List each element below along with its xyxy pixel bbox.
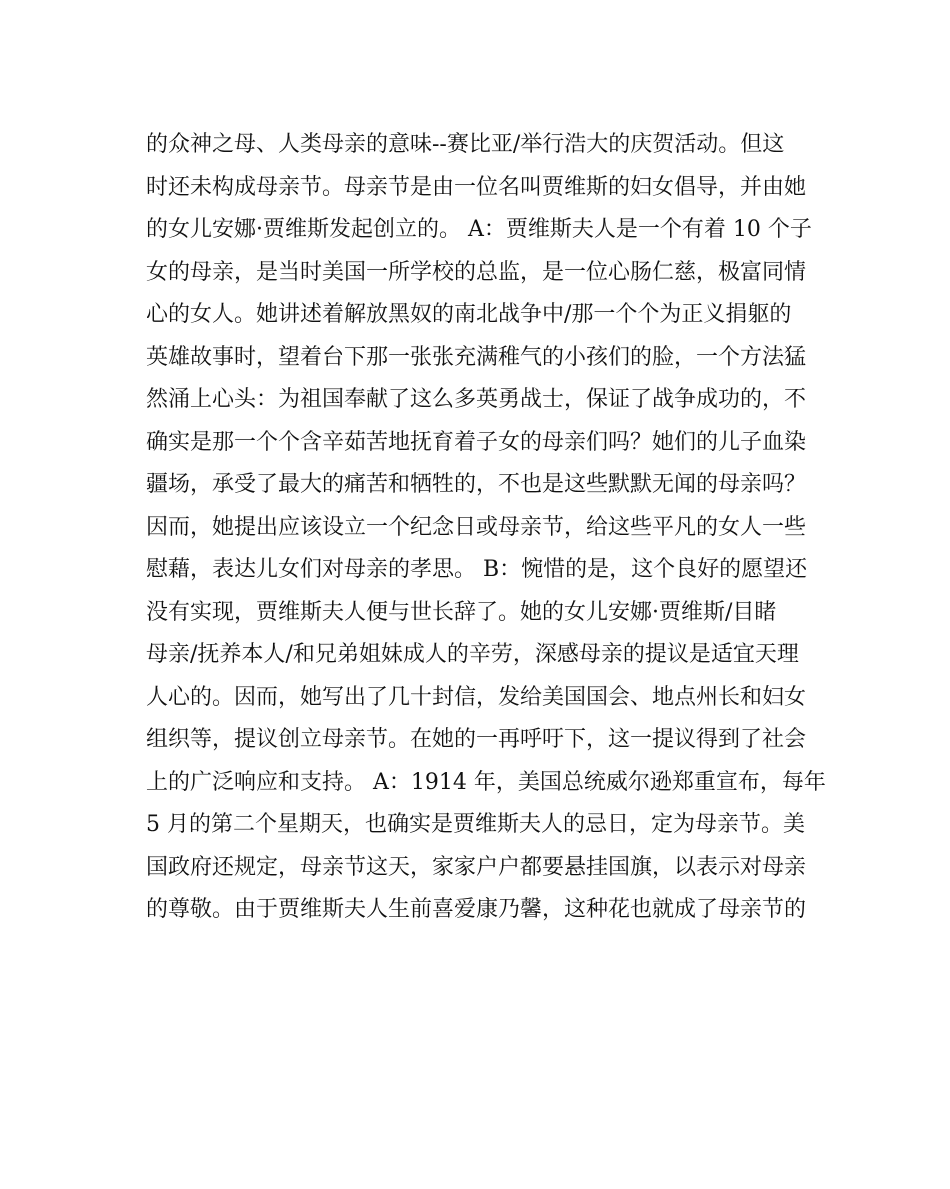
text-line: 确实是那一个个含辛茹苦地抚育着子女的母亲们吗？她们的儿子血染 (146, 429, 807, 455)
text-line: 人心的。因而，她写出了几十封信，发给美国国会、地点州长和妇女 (146, 684, 807, 710)
text-line: 国政府还规定，母亲节这天，家家户户都要悬挂国旗，以表示对母亲 (146, 854, 807, 880)
text-line: 心的女人。她讲述着解放黑奴的南北战争中/那一个个为正义捐躯的 (146, 302, 792, 327)
text-line: 上的广泛响应和支持。 A：1914 年，美国总统威尔逊郑重宣布，每年 (146, 769, 826, 795)
text-line: 没有实现，贾维斯夫人便与世长辞了。她的女儿安娜·贾维斯/目睹 (146, 599, 777, 625)
text-line: 英雄故事时，望着台下那一张张充满稚气的小孩们的脸，一个方法猛 (146, 344, 807, 370)
text-line: 然涌上心头：为祖国奉献了这么多英勇战士，保证了战争成功的，不 (146, 387, 807, 412)
text-line: 女的母亲，是当时美国一所学校的总监，是一位心肠仁慈，极富同情 (146, 259, 807, 285)
text-line: 5 月的第二个星期天，也确实是贾维斯夫人的忌日，定为母亲节。美 (146, 812, 805, 837)
text-line: 的尊敬。由于贾维斯夫人生前喜爱康乃馨，这种花也就成了母亲节的 (146, 897, 807, 922)
text-line: 因而，她提出应该设立一个纪念日或母亲节，给这些平凡的女人一些 (146, 514, 807, 540)
text-line: 的女儿安娜·贾维斯发起创立的。 A：贾维斯夫人是一个有着 10 个子 (146, 217, 812, 242)
text-line: 时还未构成母亲节。母亲节是由一位名叫贾维斯的妇女倡导，并由她 (146, 174, 807, 200)
text-line: 母亲/抚养本人/和兄弟姐妹成人的辛劳，深感母亲的提议是适宜天理 (146, 642, 799, 667)
text-line: 的众神之母、人类母亲的意味--赛比亚/举行浩大的庆贺活动。但这 (146, 132, 785, 157)
text-line: 组织等，提议创立母亲节。在她的一再呼吁下，这一提议得到了社会 (146, 727, 807, 752)
body-text (146, 124, 826, 932)
text-line: 慰藉，表达儿女们对母亲的孝思。 B：惋惜的是，这个良好的愿望还 (146, 557, 808, 582)
text-line: 疆场，承受了最大的痛苦和牺牲的，不也是这些默默无闻的母亲吗？ (146, 472, 807, 497)
